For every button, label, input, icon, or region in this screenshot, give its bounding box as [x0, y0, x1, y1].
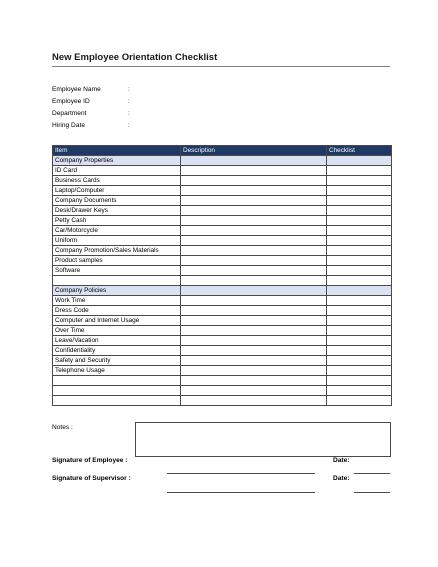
- checklist-cell[interactable]: [327, 216, 392, 226]
- info-label: Department: [52, 110, 87, 117]
- info-colon: :: [128, 122, 130, 129]
- item-cell: Dress Code: [53, 306, 181, 316]
- table-row: [53, 336, 392, 346]
- checklist-cell[interactable]: [327, 276, 392, 286]
- table-section-row: [53, 156, 392, 166]
- table-row: [53, 206, 392, 216]
- section-label: Company Policies: [53, 286, 181, 296]
- item-cell: Confidentiality: [53, 346, 181, 356]
- info-colon: :: [128, 98, 130, 105]
- checklist-cell[interactable]: [327, 226, 392, 236]
- description-cell[interactable]: [181, 296, 327, 306]
- checklist-cell[interactable]: [327, 356, 392, 366]
- date-employee-line[interactable]: [354, 473, 390, 474]
- checklist-cell[interactable]: [327, 386, 392, 396]
- section-label: Company Properties: [53, 156, 181, 166]
- info-colon: :: [128, 86, 130, 93]
- table-row: [53, 276, 392, 286]
- table-row: [53, 216, 392, 226]
- table-row: [53, 196, 392, 206]
- table-row: [53, 366, 392, 376]
- item-cell: Business Cards: [53, 176, 181, 186]
- description-cell[interactable]: [181, 266, 327, 276]
- item-cell: [53, 376, 181, 386]
- table-row: [53, 356, 392, 366]
- description-cell[interactable]: [181, 226, 327, 236]
- table-row: [53, 226, 392, 236]
- checklist-cell[interactable]: [327, 156, 392, 166]
- item-cell: Software: [53, 266, 181, 276]
- checklist-cell[interactable]: [327, 346, 392, 356]
- checklist-cell[interactable]: [327, 306, 392, 316]
- employee-info-block: [52, 84, 136, 132]
- info-row-employee-name: [52, 84, 136, 96]
- table-row: [53, 396, 392, 406]
- signature-supervisor-label: Signature of Supervisor :: [52, 475, 131, 482]
- description-cell[interactable]: [181, 326, 327, 336]
- description-cell[interactable]: [181, 336, 327, 346]
- date-supervisor-line[interactable]: [354, 492, 390, 493]
- checklist-cell[interactable]: [327, 266, 392, 276]
- table-row: [53, 296, 392, 306]
- description-cell[interactable]: [181, 396, 327, 406]
- item-cell: Over Time: [53, 326, 181, 336]
- item-cell: Desk/Drawer Keys: [53, 206, 181, 216]
- item-cell: Company Promotion/Sales Materials: [53, 246, 181, 256]
- item-cell: ID Card: [53, 166, 181, 176]
- signature-employee-line[interactable]: [167, 473, 315, 474]
- checklist-cell[interactable]: [327, 366, 392, 376]
- header-description: Description: [181, 146, 327, 156]
- item-cell: Work Time: [53, 296, 181, 306]
- description-cell[interactable]: [181, 166, 327, 176]
- description-cell[interactable]: [181, 186, 327, 196]
- document-title: New Employee Orientation Checklist: [52, 52, 218, 63]
- description-cell[interactable]: [181, 356, 327, 366]
- checklist-cell[interactable]: [327, 186, 392, 196]
- notes-box[interactable]: [135, 422, 391, 457]
- info-row-employee-id: [52, 96, 136, 108]
- table-row: [53, 236, 392, 246]
- checklist-cell[interactable]: [327, 166, 392, 176]
- description-cell[interactable]: [181, 216, 327, 226]
- description-cell[interactable]: [181, 366, 327, 376]
- description-cell[interactable]: [181, 236, 327, 246]
- table-row: [53, 326, 392, 336]
- description-cell[interactable]: [181, 286, 327, 296]
- item-cell: Laptop/Computer: [53, 186, 181, 196]
- notes-label: Notes :: [52, 424, 73, 431]
- table-row: [53, 176, 392, 186]
- table-row: [53, 306, 392, 316]
- item-cell: Car/Motorcycle: [53, 226, 181, 236]
- info-row-hiring-date: [52, 120, 136, 132]
- checklist-cell[interactable]: [327, 376, 392, 386]
- description-cell[interactable]: [181, 156, 327, 166]
- description-cell[interactable]: [181, 386, 327, 396]
- checklist-cell[interactable]: [327, 236, 392, 246]
- info-row-department: [52, 108, 136, 120]
- item-cell: Petty Cash: [53, 216, 181, 226]
- checklist-cell[interactable]: [327, 246, 392, 256]
- description-cell[interactable]: [181, 206, 327, 216]
- table-body: [53, 156, 392, 406]
- description-cell[interactable]: [181, 256, 327, 266]
- table-row: [53, 376, 392, 386]
- checklist-cell[interactable]: [327, 256, 392, 266]
- item-cell: Company Documents: [53, 196, 181, 206]
- info-label: Hiring Date: [52, 122, 85, 129]
- item-cell: Product samples: [53, 256, 181, 266]
- checklist-table: [52, 145, 392, 406]
- description-cell[interactable]: [181, 316, 327, 326]
- item-cell: [53, 396, 181, 406]
- signature-employee-label: Signature of Employee :: [52, 457, 128, 464]
- table-row: [53, 386, 392, 396]
- item-cell: Telephone Usage: [53, 366, 181, 376]
- table-row: [53, 166, 392, 176]
- description-cell[interactable]: [181, 246, 327, 256]
- description-cell[interactable]: [181, 196, 327, 206]
- table-row: [53, 266, 392, 276]
- info-label: Employee ID: [52, 98, 90, 105]
- table-row: [53, 246, 392, 256]
- checklist-cell[interactable]: [327, 336, 392, 346]
- table-section-row: [53, 286, 392, 296]
- header-item: Item: [53, 146, 181, 156]
- item-cell: Uniform: [53, 236, 181, 246]
- title-underline: [52, 66, 390, 67]
- checklist-cell[interactable]: [327, 326, 392, 336]
- signature-supervisor-line[interactable]: [167, 492, 315, 493]
- info-label: Employee Name: [52, 86, 101, 93]
- date-supervisor-label: Date:: [333, 475, 350, 482]
- table-row: [53, 346, 392, 356]
- item-cell: [53, 386, 181, 396]
- description-cell[interactable]: [181, 176, 327, 186]
- item-cell: Safety and Security: [53, 356, 181, 366]
- checklist-cell[interactable]: [327, 176, 392, 186]
- checklist-cell[interactable]: [327, 206, 392, 216]
- checklist-cell[interactable]: [327, 296, 392, 306]
- table-row: [53, 186, 392, 196]
- description-cell[interactable]: [181, 376, 327, 386]
- table-row: [53, 316, 392, 326]
- checklist-cell[interactable]: [327, 286, 392, 296]
- checklist-cell[interactable]: [327, 196, 392, 206]
- item-cell: [53, 276, 181, 286]
- checklist-cell[interactable]: [327, 396, 392, 406]
- date-employee-label: Date:: [333, 457, 350, 464]
- description-cell[interactable]: [181, 276, 327, 286]
- header-checklist: Checklist: [327, 146, 392, 156]
- table-header-row: [53, 146, 392, 156]
- item-cell: Leave/Vacation: [53, 336, 181, 346]
- info-colon: :: [128, 110, 130, 117]
- table-row: [53, 256, 392, 266]
- description-cell[interactable]: [181, 306, 327, 316]
- description-cell[interactable]: [181, 346, 327, 356]
- checklist-cell[interactable]: [327, 316, 392, 326]
- item-cell: Computer and Internet Usage: [53, 316, 181, 326]
